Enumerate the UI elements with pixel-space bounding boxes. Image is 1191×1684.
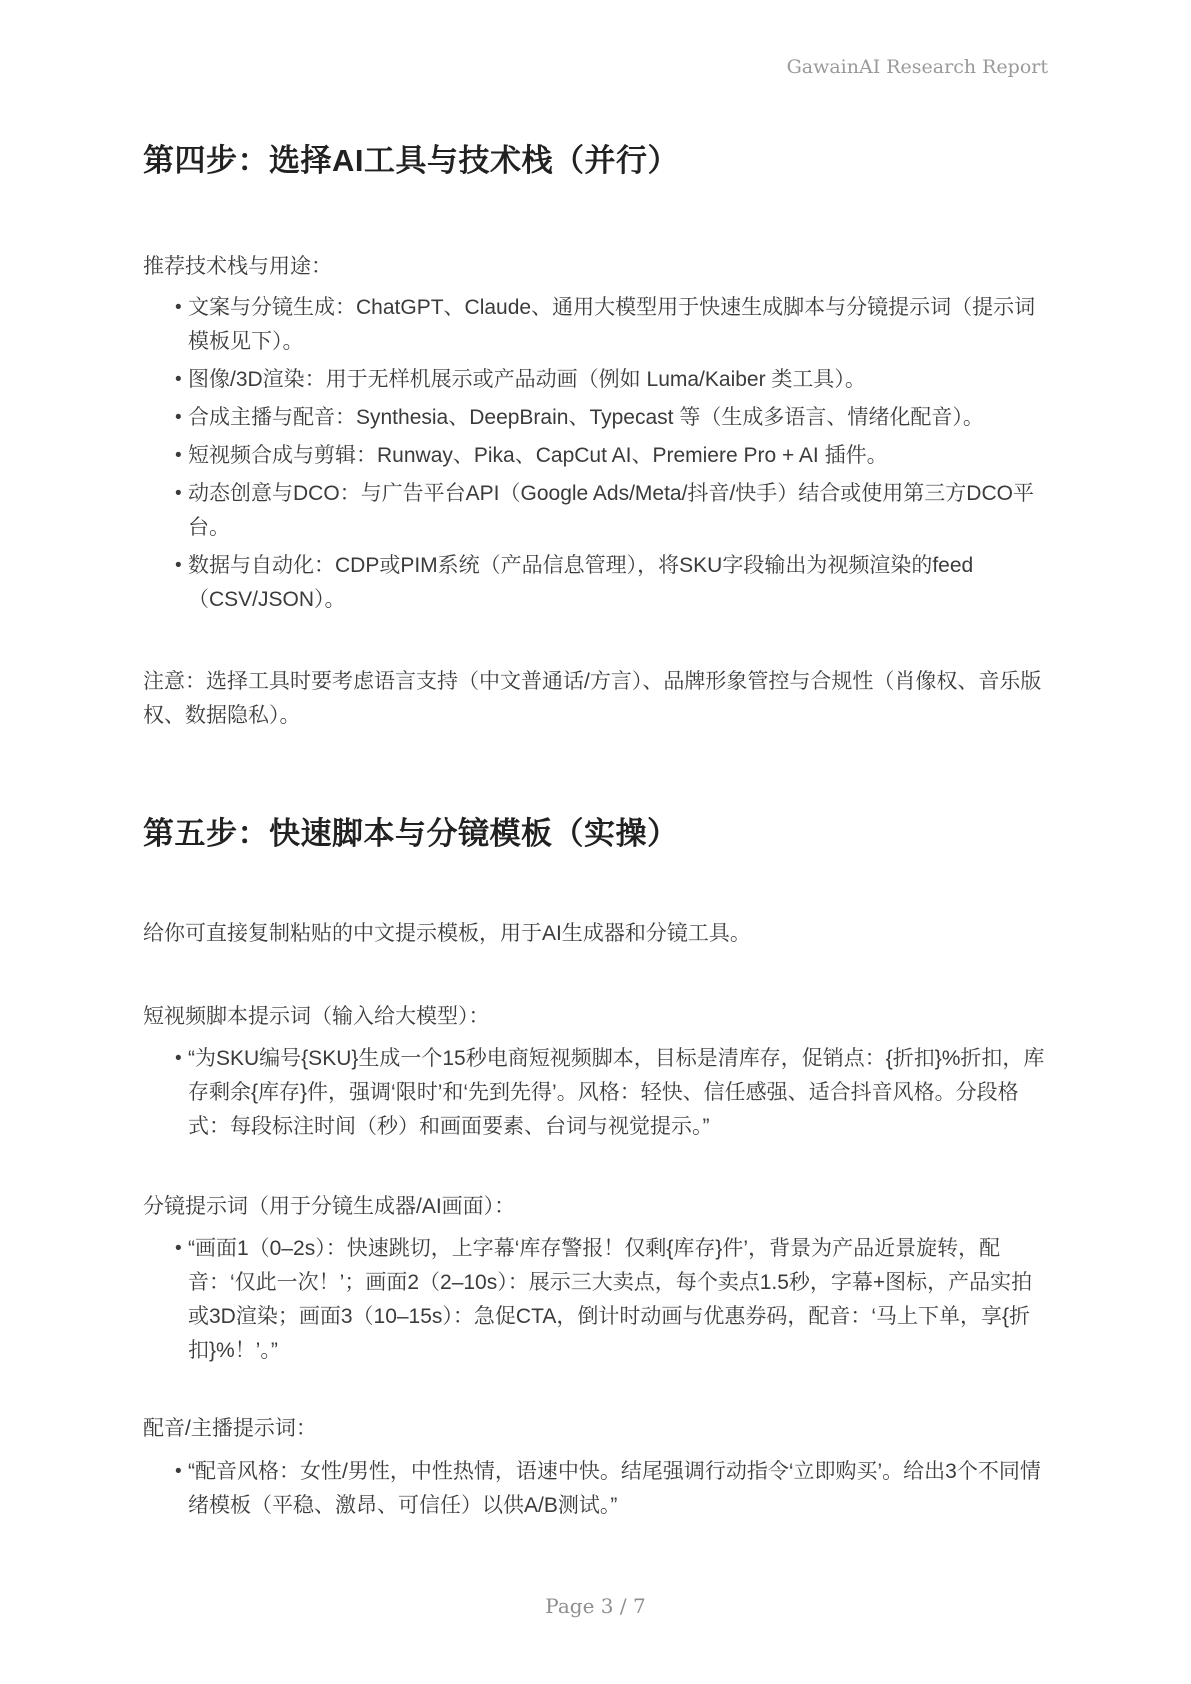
list-item: • “为SKU编号{SKU}生成一个15秒电商短视频脚本，目标是清库存，促销点：{折扣}%折扣，库存剩余{库存}件，强调‘限时’和‘先到先得’。风格：轻快、信任感强、适合抖音风格。分段格式：每段标注时间（秒）和画面要素、台词与视觉提示。” <box>175 1042 1048 1144</box>
section4-heading: 第四步：选择AI工具与技术栈（并行） <box>143 143 679 178</box>
storyboard-prompt-list <box>143 1232 1048 1368</box>
voice-prompt-label: 配音/主播提示词： <box>143 1417 317 1440</box>
script-prompt-label: 短视频脚本提示词（输入给大模型）： <box>143 1005 490 1028</box>
list-item: • 动态创意与DCO：与广告平台API（Google Ads/Meta/抖音/快手）结合或使用第三方DCO平台。 <box>175 477 1048 545</box>
section5-heading: 第五步：快速脚本与分镜模板（实操） <box>143 816 679 851</box>
report-title: GawainAI Research Report <box>786 56 1048 78</box>
list-item: • 短视频合成与剪辑：Runway、Pika、CapCut AI、Premiere Pro + AI 插件。 <box>175 439 1048 473</box>
tech-stack-list <box>143 291 1048 617</box>
list-item: • 合成主播与配音：Synthesia、DeepBrain、Typecast 等（生成多语言、情绪化配音）。 <box>175 401 1048 435</box>
list-item: • “配音风格：女性/男性，中性热情，语速中快。结尾强调行动指令‘立即购买’。给出3个不同情绪模板（平稳、激昂、可信任）以供A/B测试。” <box>175 1455 1048 1523</box>
page-header <box>143 0 1048 78</box>
list-item: • “画面1（0–2s）：快速跳切，上字幕‘库存警报！仅剩{库存}件’，背景为产品近景旋转，配音：‘仅此一次！’；画面2（2–10s）：展示三大卖点，每个卖点1.5秒，字幕+图标，产品实拍或3D渲染；画面3（10–15s）：急促CTA，倒计时动画与优惠券码，配音：‘马上下单，享{折扣}%！’。” <box>175 1232 1048 1368</box>
script-prompt-list <box>143 1042 1048 1144</box>
section4-note: 注意：选择工具时要考虑语言支持（中文普通话/方言）、品牌形象管控与合规性（肖像权、音乐版权、数据隐私）。 <box>143 670 1042 727</box>
voice-prompt-list <box>143 1455 1048 1523</box>
list-item: • 图像/3D渲染：用于无样机展示或产品动画（例如 Luma/Kaiber 类工具）。 <box>175 363 1048 397</box>
page-number: Page 3 / 7 <box>545 1594 646 1618</box>
storyboard-prompt-label: 分镜提示词（用于分镜生成器/AI画面）： <box>143 1195 516 1218</box>
page-footer <box>0 1594 1191 1618</box>
list-item: • 文案与分镜生成：ChatGPT、Claude、通用大模型用于快速生成脚本与分镜提示词（提示词模板见下）。 <box>175 291 1048 359</box>
section5-intro: 给你可直接复制粘贴的中文提示模板，用于AI生成器和分镜工具。 <box>143 922 751 945</box>
list-item: • 数据与自动化：CDP或PIM系统（产品信息管理），将SKU字段输出为视频渲染的feed（CSV/JSON）。 <box>175 549 1048 617</box>
section4-intro: 推荐技术栈与用途： <box>143 255 332 278</box>
